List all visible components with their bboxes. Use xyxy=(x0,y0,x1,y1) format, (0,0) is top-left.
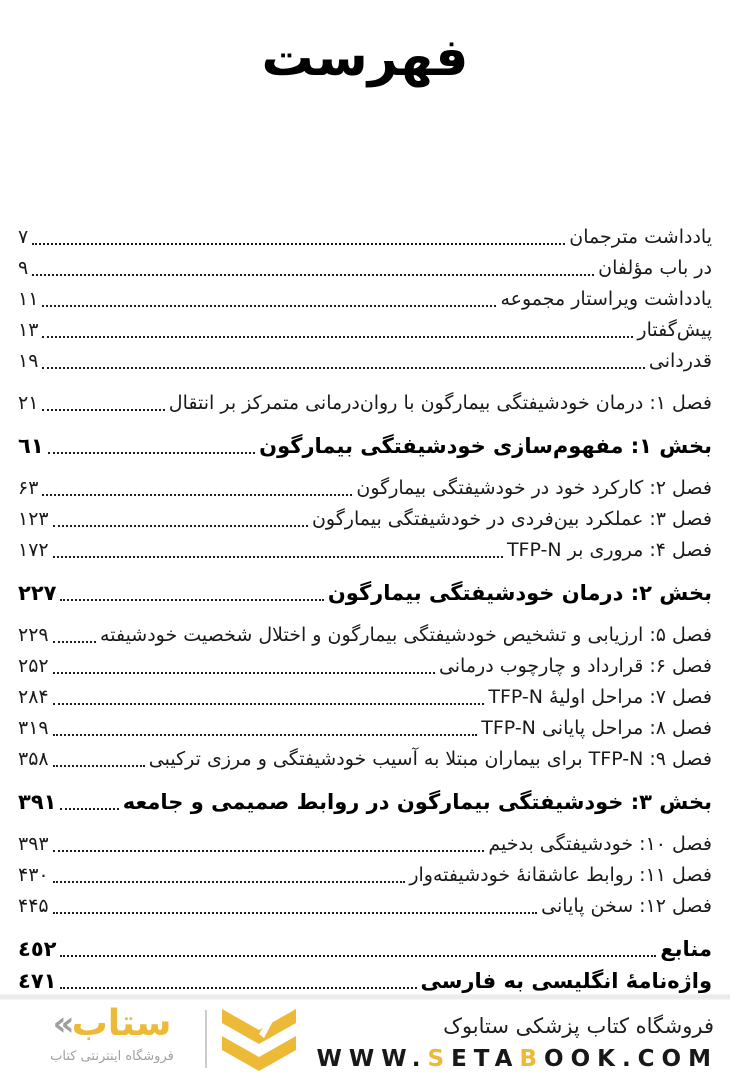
toc-entry xyxy=(18,860,712,891)
website-url xyxy=(317,1046,719,1072)
setabook-logo xyxy=(28,1002,308,1078)
logo-k-chevron-icon: « xyxy=(52,1004,71,1044)
dot-leader xyxy=(42,367,644,369)
logo-divider xyxy=(205,1010,207,1068)
dot-leader xyxy=(42,336,633,338)
toc-entry-page-number: ۱۲۳ xyxy=(18,508,49,530)
dot-leader xyxy=(60,987,416,989)
toc-entry-page-number: ۱۳ xyxy=(18,319,39,341)
toc-entry xyxy=(18,651,712,682)
dot-leader xyxy=(53,672,435,674)
toc-entry-label: فصل ۴: مروری بر TFP-N xyxy=(506,539,712,561)
double-chevron-icon xyxy=(218,1006,300,1074)
toc-entry-label: فصل ۵: ارزیابی و تشخیص خودشیفتگی بیمارگون و اختلال شخصیت خودشیفته xyxy=(100,624,712,646)
dot-leader xyxy=(53,881,406,883)
url-accent-letter: S xyxy=(427,1046,452,1072)
dot-leader xyxy=(53,556,503,558)
toc-entry xyxy=(18,346,712,377)
toc-entry-label: فصل ۱۰: خودشیفتگی بدخیم xyxy=(488,833,712,855)
toc-entry-page-number: ٣٩١ xyxy=(18,790,57,814)
dot-leader xyxy=(60,808,118,810)
toc-entry-label: بخش ۳: خودشیفتگی بیمارگون در روابط صمیمی و جامعه xyxy=(122,790,712,814)
toc-entry-page-number: ٤٧١ xyxy=(18,969,57,993)
toc-entry-label: فصل ۱۱: روابط عاشقانۀ خودشیفته‌وار xyxy=(409,864,712,886)
toc-entry xyxy=(18,891,712,922)
toc-entry-label: فصل ۱۲: سخن پایانی xyxy=(541,895,712,917)
page-title: فهرست xyxy=(261,28,469,88)
toc-entry xyxy=(18,713,712,744)
toc-entry-label: یادداشت ویراستار مجموعه xyxy=(500,288,712,310)
toc-entry-label: فصل ۹: TFP-N برای بیماران مبتلا به آسیب خودشیفتگی و مرزی ترکیبی xyxy=(148,748,712,770)
toc-entry-label: یادداشت مترجمان xyxy=(569,226,712,248)
dot-leader xyxy=(42,494,352,496)
toc-entry xyxy=(18,829,712,860)
url-accent-letter: B xyxy=(519,1046,545,1072)
toc-entry-label: فصل ۳: عملکرد بین‌فردی در خودشیفتگی بیمارگون xyxy=(311,508,712,530)
toc-entry-page-number: ۲۸۴ xyxy=(18,686,49,708)
toc-entry xyxy=(18,253,712,284)
dot-leader xyxy=(53,703,485,705)
toc-entry xyxy=(18,786,712,818)
toc-entry xyxy=(18,473,712,504)
dot-leader xyxy=(32,243,565,245)
toc-entry-page-number: ۱۷۲ xyxy=(18,539,49,561)
toc-entry xyxy=(18,682,712,713)
dot-leader xyxy=(53,912,538,914)
dot-leader xyxy=(42,305,496,307)
toc-entry-label: بخش ۱: مفهوم‌سازی خودشیفتگی بیمارگون xyxy=(259,434,712,458)
dot-leader xyxy=(48,452,256,454)
dot-leader xyxy=(32,274,594,276)
toc-entry xyxy=(18,315,712,346)
toc-entry-label: منابع xyxy=(660,937,712,961)
url-text: ETA xyxy=(451,1046,520,1072)
toc-entry xyxy=(18,430,712,462)
store-name-text: فروشگاه کتاب پزشکی ستابوک xyxy=(443,1014,714,1038)
toc-list xyxy=(18,222,712,997)
toc-entry xyxy=(18,933,712,965)
toc-entry xyxy=(18,620,712,651)
toc-entry-label: واژه‌نامۀ انگلیسی به فارسی xyxy=(420,969,712,993)
toc-entry-label: پیش‌گفتار xyxy=(637,319,712,341)
footer xyxy=(0,1000,730,1080)
dot-leader xyxy=(53,850,485,852)
toc-entry-page-number: ۳۱۹ xyxy=(18,717,49,739)
toc-entry xyxy=(18,744,712,775)
toc-entry-page-number: ٤٥٢ xyxy=(18,937,57,961)
toc-entry xyxy=(18,535,712,566)
toc-entry xyxy=(18,504,712,535)
dot-leader xyxy=(53,765,145,767)
toc-entry-label: فصل ۶: قرارداد و چارچوب درمانی xyxy=(438,655,712,677)
dot-leader xyxy=(53,734,478,736)
toc-entry-page-number: ۷ xyxy=(18,226,29,248)
logo-wordmark-text: ستاب xyxy=(71,1003,172,1045)
logo-wordmark xyxy=(28,1002,196,1046)
toc-entry xyxy=(18,284,712,315)
toc-entry-page-number: ۲۲۹ xyxy=(18,624,49,646)
toc-entry-page-number: ۲۵۲ xyxy=(18,655,49,677)
toc-entry-page-number: ۱۱ xyxy=(18,288,39,310)
dot-leader xyxy=(53,525,308,527)
toc-entry-page-number: ۳۹۳ xyxy=(18,833,49,855)
toc-entry-page-number: ۶۳ xyxy=(18,477,39,499)
toc-entry-label: در باب مؤلفان xyxy=(598,257,712,279)
toc-entry-page-number: ۴۳۰ xyxy=(18,864,49,886)
toc-entry-label: فصل ۱: درمان خودشیفتگی بیمارگون با روان‌درمانی متمرکز بر انتقال xyxy=(168,392,712,414)
toc-entry-label: بخش ۲: درمان خودشیفتگی بیمارگون xyxy=(327,581,712,605)
toc-entry-page-number: ٦١ xyxy=(18,434,44,458)
url-text: WWW. xyxy=(316,1046,428,1072)
toc-entry-page-number: ٢٢٧ xyxy=(18,581,57,605)
toc-entry-label: قدردانی xyxy=(648,350,712,372)
toc-entry-page-number: ۳۵۸ xyxy=(18,748,49,770)
toc-entry-label: فصل ۲: کارکرد خود در خودشیفتگی بیمارگون xyxy=(356,477,712,499)
url-text: OOK.COM xyxy=(544,1046,718,1072)
logo-tagline: فروشگاه اینترنتی کتاب xyxy=(50,1049,174,1064)
dot-leader xyxy=(53,641,96,643)
toc-entry xyxy=(18,965,712,997)
toc-entry xyxy=(18,222,712,253)
dot-leader xyxy=(42,409,164,411)
toc-entry-page-number: ۲۱ xyxy=(18,392,39,414)
dot-leader xyxy=(60,955,656,957)
toc-entry-page-number: ۴۴۵ xyxy=(18,895,49,917)
toc-entry-page-number: ۱۹ xyxy=(18,350,39,372)
toc-entry-page-number: ۹ xyxy=(18,257,29,279)
toc-entry xyxy=(18,577,712,609)
toc-entry xyxy=(18,388,712,419)
toc-entry-label: فصل ۸: مراحل پایانی TFP-N xyxy=(481,717,712,739)
dot-leader xyxy=(60,599,323,601)
toc-entry-label: فصل ۷: مراحل اولیۀ TFP-N xyxy=(488,686,712,708)
